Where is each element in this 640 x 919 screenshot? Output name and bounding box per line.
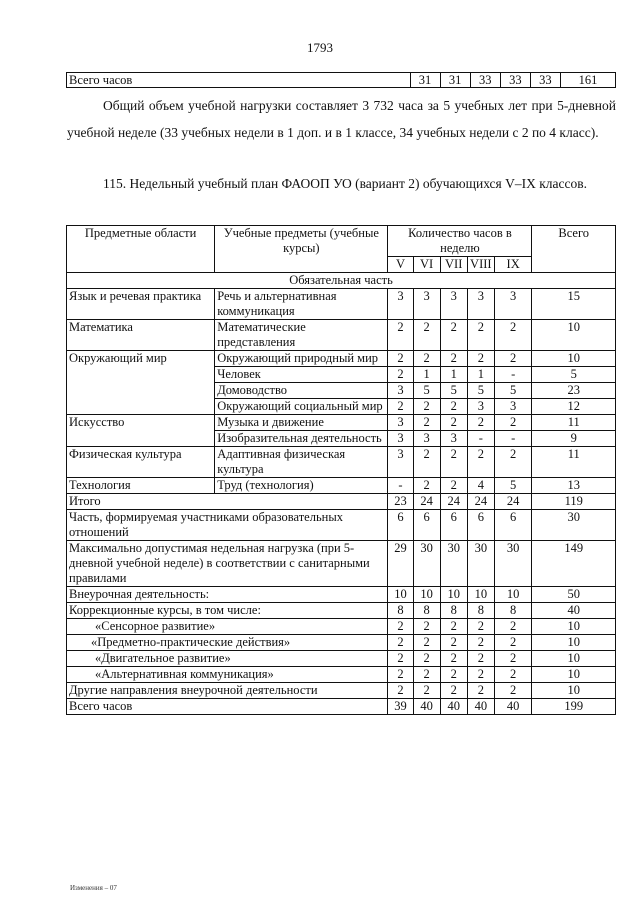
hours-cell: - <box>467 431 494 447</box>
hours-cell: 5 <box>413 383 440 399</box>
subject-cell: Речь и альтернативная коммуникация <box>215 289 388 320</box>
total-cell: 10 <box>532 683 616 699</box>
hours-cell: 2 <box>388 667 413 683</box>
hours-cell: 10 <box>388 587 413 603</box>
total-cell: 149 <box>532 541 616 587</box>
total-cell: 13 <box>532 478 616 494</box>
correction-item-row <box>67 635 616 651</box>
table-row <box>67 415 616 431</box>
footer-note: Изменения – 07 <box>70 884 117 892</box>
hours-cell: 5 <box>494 383 532 399</box>
hours-cell: 2 <box>494 320 532 351</box>
hours-cell: 3 <box>413 289 440 320</box>
top-total-row <box>67 73 616 88</box>
hours-cell: 2 <box>494 651 532 667</box>
hours-cell: 6 <box>440 510 467 541</box>
hours-cell: 8 <box>388 603 413 619</box>
hours-cell: 40 <box>494 699 532 715</box>
hours-cell: 2 <box>494 635 532 651</box>
hours-cell: 6 <box>467 510 494 541</box>
hours-cell: 2 <box>440 351 467 367</box>
total-cell: 50 <box>532 587 616 603</box>
hours-cell: 2 <box>413 635 440 651</box>
hours-cell: 5 <box>440 383 467 399</box>
hours-cell: 2 <box>440 415 467 431</box>
itogo-row <box>67 494 616 510</box>
hours-cell: 2 <box>413 447 440 478</box>
hours-cell: 40 <box>440 699 467 715</box>
hours-cell: 2 <box>388 683 413 699</box>
subject-cell: Адаптивная физическая культура <box>215 447 388 478</box>
hours-cell: 3 <box>413 431 440 447</box>
hours-cell: 3 <box>494 399 532 415</box>
hours-cell: 8 <box>440 603 467 619</box>
max-load-label: Максимально допустимая недельная нагрузка (при 5-дневной учебной неделе) в соответствии с санитарными правилами <box>67 541 388 587</box>
hours-cell: 8 <box>413 603 440 619</box>
participants-label: Часть, формируемая участниками образовательных отношений <box>67 510 388 541</box>
hours-cell: 3 <box>467 399 494 415</box>
total-cell: 11 <box>532 447 616 478</box>
hours-cell: 2 <box>467 320 494 351</box>
hours-cell: 1 <box>467 367 494 383</box>
hours-cell: 2 <box>467 351 494 367</box>
hours-cell: 2 <box>413 619 440 635</box>
header-grade: VI <box>413 257 440 273</box>
area-cell: Математика <box>67 320 215 351</box>
other-label: Другие направления внеурочной деятельности <box>67 683 388 699</box>
hours-cell: 2 <box>494 619 532 635</box>
hours-cell: 2 <box>494 447 532 478</box>
hours-cell: 39 <box>388 699 413 715</box>
hours-cell: 3 <box>467 289 494 320</box>
paragraph-workload <box>67 92 616 146</box>
hours-cell: 23 <box>388 494 413 510</box>
top-total-value: 31 <box>440 73 470 88</box>
top-total-label: Всего часов <box>67 73 411 88</box>
top-total-value: 31 <box>410 73 440 88</box>
table-row <box>67 289 616 320</box>
total-cell: 10 <box>532 619 616 635</box>
header-total: Всего <box>532 226 616 273</box>
paragraph-workload-text: Общий объем учебной нагрузки составляет 3 732 часа за 5 учебных лет при 5-дневной учебной неделе (33 учебных недели в 1 доп. и в 1 классе, 34 учебных недели с 2 по 4 класс). <box>67 98 616 140</box>
hours-cell: 2 <box>413 478 440 494</box>
area-cell: Физическая культура <box>67 447 215 478</box>
hours-cell: 24 <box>413 494 440 510</box>
correction-label: Коррекционные курсы, в том числе: <box>67 603 388 619</box>
extracurricular-row <box>67 587 616 603</box>
hours-cell: 2 <box>413 351 440 367</box>
hours-cell: 2 <box>440 683 467 699</box>
table-header-row <box>67 226 616 257</box>
hours-cell: 2 <box>440 399 467 415</box>
hours-cell: 2 <box>467 667 494 683</box>
mandatory-part-row <box>67 273 616 289</box>
hours-cell: 2 <box>440 478 467 494</box>
top-total-row-table <box>66 72 616 88</box>
top-total-value: 33 <box>500 73 530 88</box>
hours-cell: 3 <box>388 289 413 320</box>
itogo-label: Итого <box>67 494 388 510</box>
total-cell: 40 <box>532 603 616 619</box>
hours-cell: 2 <box>413 415 440 431</box>
correction-item-row <box>67 651 616 667</box>
hours-cell: 2 <box>494 683 532 699</box>
subject-cell: Изобразительная деятельность <box>215 431 388 447</box>
hours-cell: 2 <box>413 320 440 351</box>
hours-cell: - <box>494 431 532 447</box>
area-cell: Окружающий мир <box>67 351 215 415</box>
header-grade: VII <box>440 257 467 273</box>
total-cell: 9 <box>532 431 616 447</box>
total-cell: 10 <box>532 635 616 651</box>
hours-cell: 40 <box>467 699 494 715</box>
other-row <box>67 683 616 699</box>
total-cell: 10 <box>532 320 616 351</box>
hours-cell: 2 <box>494 667 532 683</box>
subject-cell: Домоводство <box>215 383 388 399</box>
hours-cell: 3 <box>494 289 532 320</box>
hours-cell: 1 <box>440 367 467 383</box>
hours-cell: - <box>388 478 413 494</box>
subject-cell: Окружающий социальный мир <box>215 399 388 415</box>
total-cell: 10 <box>532 651 616 667</box>
hours-cell: 29 <box>388 541 413 587</box>
total-cell: 30 <box>532 510 616 541</box>
extracurricular-label: Внеурочная деятельность: <box>67 587 388 603</box>
participants-row <box>67 510 616 541</box>
area-cell: Искусство <box>67 415 215 447</box>
hours-cell: 24 <box>467 494 494 510</box>
hours-cell: 5 <box>467 383 494 399</box>
hours-cell: 2 <box>440 635 467 651</box>
hours-cell: 2 <box>494 415 532 431</box>
hours-cell: 3 <box>388 415 413 431</box>
hours-cell: 10 <box>413 587 440 603</box>
subject-cell: Математические представления <box>215 320 388 351</box>
hours-cell: 2 <box>440 447 467 478</box>
total-cell: 11 <box>532 415 616 431</box>
hours-cell: 30 <box>440 541 467 587</box>
hours-cell: 3 <box>440 431 467 447</box>
total-cell: 23 <box>532 383 616 399</box>
hours-cell: 2 <box>413 651 440 667</box>
hours-cell: 2 <box>494 351 532 367</box>
correction-item-row <box>67 667 616 683</box>
total-cell: 5 <box>532 367 616 383</box>
table-row <box>67 320 616 351</box>
hours-cell: 24 <box>494 494 532 510</box>
hours-cell: 30 <box>467 541 494 587</box>
hours-cell: 3 <box>440 289 467 320</box>
total-cell: 10 <box>532 351 616 367</box>
area-cell: Язык и речевая практика <box>67 289 215 320</box>
hours-cell: 2 <box>388 351 413 367</box>
header-grade: VIII <box>467 257 494 273</box>
header-grade: IX <box>494 257 532 273</box>
hours-cell: 2 <box>388 320 413 351</box>
hours-cell: 8 <box>494 603 532 619</box>
hours-cell: 2 <box>388 651 413 667</box>
hours-cell: 2 <box>467 683 494 699</box>
hours-cell: 2 <box>388 367 413 383</box>
table-row <box>67 478 616 494</box>
hours-cell: 6 <box>413 510 440 541</box>
hours-cell: 2 <box>413 683 440 699</box>
total-hours-row <box>67 699 616 715</box>
hours-cell: 40 <box>413 699 440 715</box>
table-row <box>67 351 616 367</box>
subject-cell: Человек <box>215 367 388 383</box>
area-cell: Технология <box>67 478 215 494</box>
hours-cell: 2 <box>467 415 494 431</box>
hours-cell: 4 <box>467 478 494 494</box>
hours-cell: 1 <box>413 367 440 383</box>
top-total-sum: 161 <box>560 73 615 88</box>
header-subjects: Учебные предметы (учебные курсы) <box>215 226 388 273</box>
hours-cell: 2 <box>388 619 413 635</box>
correction-row <box>67 603 616 619</box>
header-grade: V <box>388 257 413 273</box>
hours-cell: 10 <box>467 587 494 603</box>
total-cell: 15 <box>532 289 616 320</box>
hours-cell: 3 <box>388 447 413 478</box>
hours-cell: 2 <box>440 667 467 683</box>
hours-cell: 2 <box>413 399 440 415</box>
hours-cell: 2 <box>388 399 413 415</box>
hours-cell: 2 <box>413 667 440 683</box>
hours-cell: 10 <box>440 587 467 603</box>
hours-cell: 5 <box>494 478 532 494</box>
correction-item-label: «Двигательное развитие» <box>67 651 388 667</box>
hours-cell: 6 <box>388 510 413 541</box>
header-areas: Предметные области <box>67 226 215 273</box>
hours-cell: 3 <box>388 431 413 447</box>
total-cell: 199 <box>532 699 616 715</box>
hours-cell: 30 <box>413 541 440 587</box>
subject-cell: Окружающий природный мир <box>215 351 388 367</box>
table-row <box>67 447 616 478</box>
total-hours-label: Всего часов <box>67 699 388 715</box>
paragraph-plan-title-text: 115. Недельный учебный план ФАООП УО (вариант 2) обучающихся V–IX классов. <box>103 176 588 191</box>
hours-cell: 2 <box>467 619 494 635</box>
subject-cell: Труд (технология) <box>215 478 388 494</box>
hours-cell: 2 <box>467 447 494 478</box>
top-total-value: 33 <box>470 73 500 88</box>
paragraph-plan-title <box>67 170 616 197</box>
header-hours: Количество часов в неделю <box>388 226 532 257</box>
hours-cell: 2 <box>440 320 467 351</box>
hours-cell: 6 <box>494 510 532 541</box>
hours-cell: 3 <box>388 383 413 399</box>
subject-cell: Музыка и движение <box>215 415 388 431</box>
hours-cell: 30 <box>494 541 532 587</box>
correction-item-row <box>67 619 616 635</box>
correction-item-label: «Альтернативная коммуникация» <box>67 667 388 683</box>
page-number: 1793 <box>307 40 333 55</box>
hours-cell: 24 <box>440 494 467 510</box>
correction-item-label: «Предметно-практические действия» <box>67 635 388 651</box>
total-cell: 10 <box>532 667 616 683</box>
hours-cell: 2 <box>467 651 494 667</box>
mandatory-part-label: Обязательная часть <box>67 273 616 289</box>
hours-cell: 2 <box>388 635 413 651</box>
total-cell: 12 <box>532 399 616 415</box>
hours-cell: 8 <box>467 603 494 619</box>
hours-cell: - <box>494 367 532 383</box>
max-load-row <box>67 541 616 587</box>
hours-cell: 2 <box>467 635 494 651</box>
hours-cell: 10 <box>494 587 532 603</box>
hours-cell: 2 <box>440 619 467 635</box>
weekly-plan-table <box>66 225 616 715</box>
hours-cell: 2 <box>440 651 467 667</box>
correction-item-label: «Сенсорное развитие» <box>67 619 388 635</box>
top-total-value: 33 <box>530 73 560 88</box>
total-cell: 119 <box>532 494 616 510</box>
